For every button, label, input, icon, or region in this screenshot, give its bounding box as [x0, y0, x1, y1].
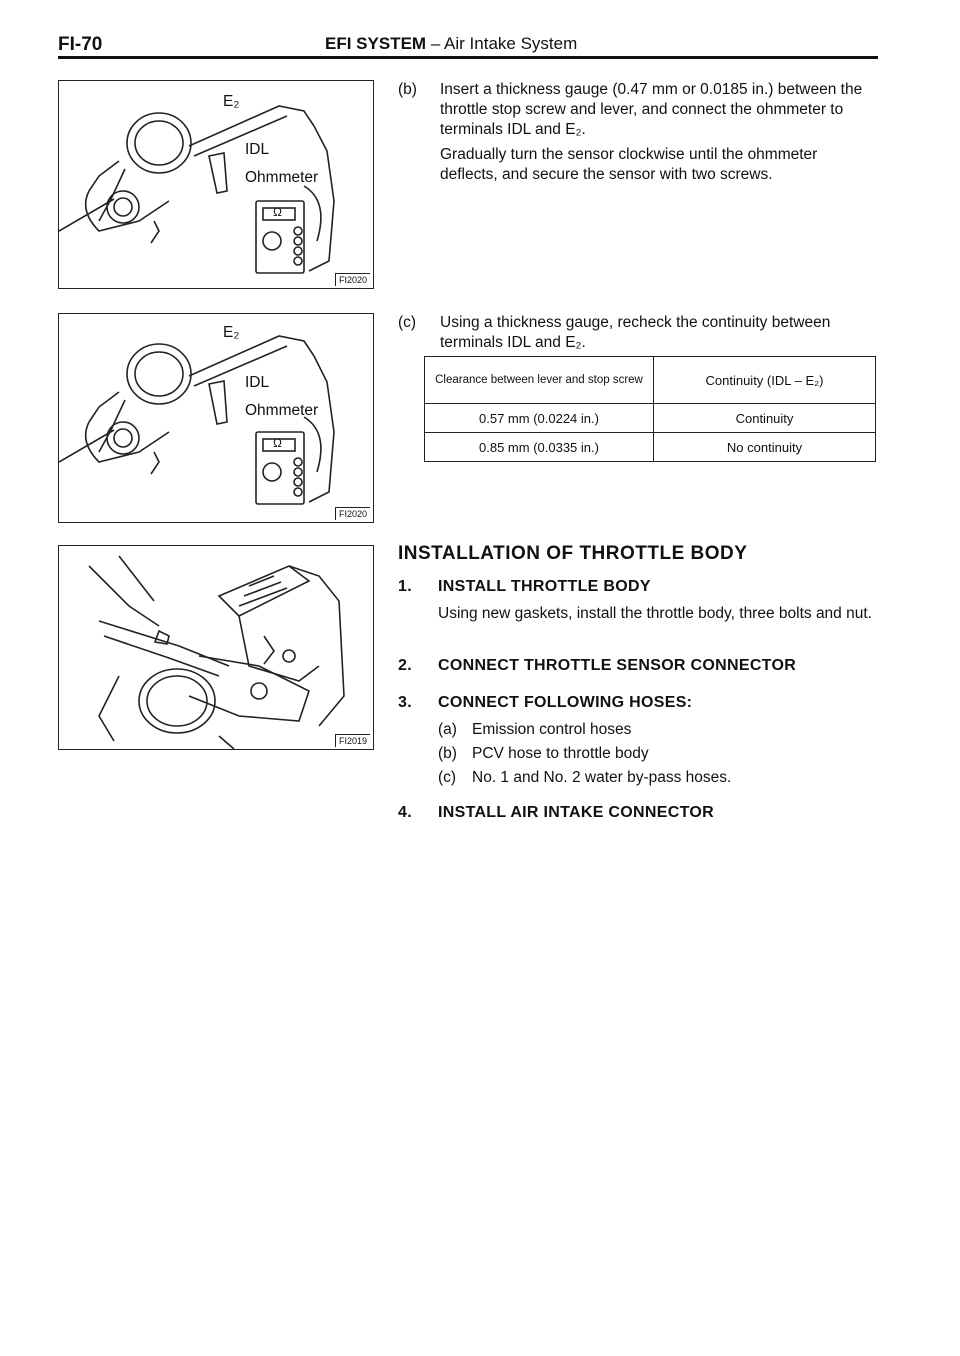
ohm-symbol: Ω	[273, 436, 282, 450]
step-number: 2.	[398, 657, 412, 674]
step-c-text: Using a thickness gauge, recheck the continuity between terminals IDL and E₂.	[440, 314, 831, 351]
label-ohmmeter: Ohmmeter	[245, 402, 319, 419]
step-b-text-2: Gradually turn the sensor clockwise until the ohmmeter deflects, and secure the sensor with two screws.	[440, 146, 818, 183]
step-c-label: (c)	[398, 314, 417, 331]
step-2-heading	[398, 657, 796, 675]
table-row	[425, 433, 876, 462]
label-e2: E₂	[223, 93, 240, 110]
sub-step-label: (a)	[438, 721, 457, 738]
step-4-heading	[398, 804, 714, 822]
label-idl: IDL	[245, 141, 270, 158]
subsection-title: – Air Intake System	[430, 34, 578, 53]
table-header-row	[425, 357, 876, 404]
section-title: EFI SYSTEM	[325, 34, 427, 53]
sub-step-text: Emission control hoses	[472, 721, 632, 738]
table-header-continuity: Continuity (IDL – E₂)	[654, 357, 876, 404]
section-heading: INSTALLATION OF THROTTLE BODY	[398, 543, 748, 564]
sub-step	[438, 720, 631, 740]
label-e2: E₂	[223, 324, 240, 341]
sub-step	[438, 744, 649, 764]
step-title: INSTALL AIR INTAKE CONNECTOR	[438, 804, 714, 821]
page-title	[325, 34, 577, 54]
sub-step-text: PCV hose to throttle body	[472, 745, 649, 762]
step-title: CONNECT FOLLOWING HOSES:	[438, 694, 693, 711]
figure-throttle-ohmmeter-1	[58, 80, 374, 289]
sub-step-label: (c)	[438, 769, 457, 786]
sub-step-text: No. 1 and No. 2 water by-pass hoses.	[472, 769, 732, 786]
figure-throttle-install	[58, 545, 374, 750]
table-cell: 0.57 mm (0.0224 in.)	[425, 404, 654, 433]
step-3-heading	[398, 694, 692, 712]
figure-code: FI2019	[335, 734, 370, 747]
step-number: 1.	[398, 578, 412, 595]
step-number: 3.	[398, 694, 412, 711]
ohm-symbol: Ω	[273, 205, 282, 219]
table-row	[425, 404, 876, 433]
table-cell: Continuity	[654, 404, 876, 433]
step-b-text-1: Insert a thickness gauge (0.47 mm or 0.0185 in.) between the throttle stop screw and lever, and connect the ohmmeter to terminals IDL and E₂.	[440, 81, 863, 138]
step-b-label: (b)	[398, 81, 417, 98]
figure-code: FI2020	[335, 507, 370, 520]
sub-step-label: (b)	[438, 745, 457, 762]
figure-code: FI2020	[335, 273, 370, 286]
table-cell: 0.85 mm (0.0335 in.)	[425, 433, 654, 462]
label-ohmmeter: Ohmmeter	[245, 169, 319, 186]
step-title: CONNECT THROTTLE SENSOR CONNECTOR	[438, 657, 797, 674]
throttle-body-install-illustration	[59, 546, 373, 749]
step-number: 4.	[398, 804, 412, 821]
table-header-clearance: Clearance between lever and stop screw	[425, 357, 654, 404]
sub-step	[438, 768, 731, 788]
continuity-table	[424, 356, 876, 462]
table-cell: No continuity	[654, 433, 876, 462]
page-code: FI-70	[58, 34, 103, 55]
throttle-ohmmeter-illustration	[59, 314, 373, 522]
throttle-ohmmeter-illustration	[59, 81, 373, 288]
header-rule	[58, 56, 878, 59]
figure-throttle-ohmmeter-2	[58, 313, 374, 523]
label-idl: IDL	[245, 374, 270, 391]
step-title: INSTALL THROTTLE BODY	[438, 578, 651, 595]
step-1-text: Using new gaskets, install the throttle body, three bolts and nut.	[438, 605, 872, 622]
step-1-heading	[398, 578, 651, 596]
